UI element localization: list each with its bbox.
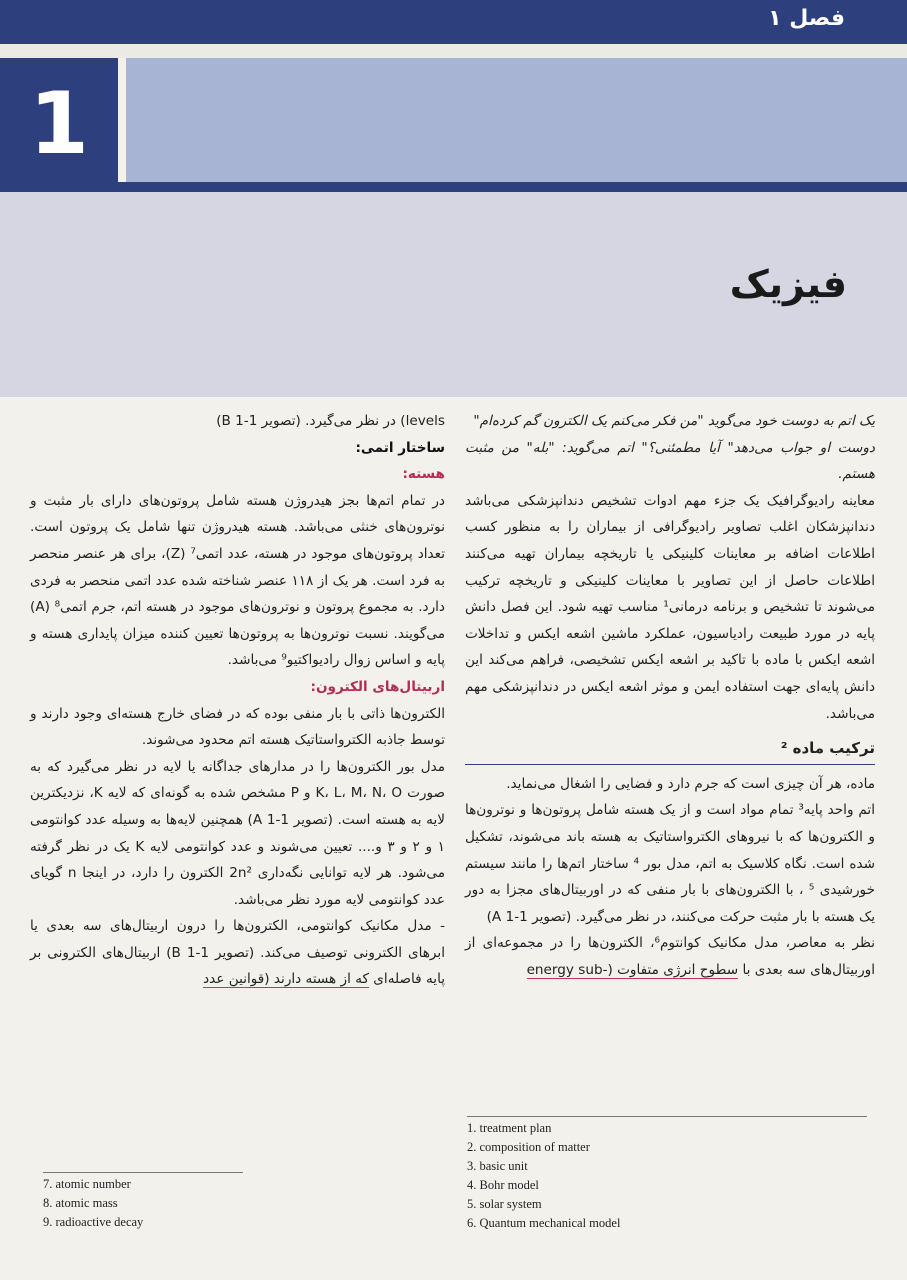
section-heading: ترکیب ماده ² (465, 735, 875, 765)
footnote-rule (43, 1172, 243, 1173)
header-band-dark (0, 182, 907, 192)
paragraph-quantum (465, 930, 875, 983)
header-gap (0, 44, 907, 58)
footnote: 3. basic unit (467, 1159, 528, 1173)
orbitals-paragraph-3-text: - مدل مکانیک کوانتومی، الکترون‌ها را درون اربیتال‌های سه بعدی یا ابرهای الکترونی توصیف می‌کند. (تصویر B ‎1-1) اربیتال‌های الکترونی بر پایه فاصله‌ای (30, 918, 445, 988)
atomic-structure-heading: ساختار اتمی: (355, 439, 445, 456)
quote-line-1: یک اتم به دوست خود می‌گوید "من فکر می‌کنم یک الکترون گم کرده‌ام" (473, 413, 875, 429)
orbitals-heading: اربیتال‌های الکترون: (310, 678, 445, 695)
orbitals-paragraph-3 (30, 913, 445, 993)
orbitals-paragraph-1: الکترون‌ها ذاتی با بار منفی بوده که در فضای خارج هسته‌ای وجود دارند و توسط جاذبه الکترواستاتیک هسته اتم محدود می‌شوند. (30, 705, 445, 749)
underlined-phrase: که از هسته دارند (قوانین عدد (203, 971, 369, 988)
footnote: 1. treatment plan (467, 1121, 552, 1135)
footnote: 7. atomic number (43, 1177, 131, 1191)
paragraph-atom: اتم واحد پایه³ تمام مواد است و از یک هسته شامل پروتون‌ها و نوترون‌ها و الکترون‌ها که با نیروهای الکترواستاتیک به هسته باند می‌شوند، تشکیل شده است. نگاه کلاسیک به اتم، مدل بور ⁴ ساختار اتم‌ها را مانند سیستم خورشیدی ⁵ ، با الکترون‌های با بار منفی که در اوربیتال‌های مجزا به دور یک هسته با بار مثبت حرکت می‌کنند، در نظر می‌گیرد. (تصویر A ‎1-1) (465, 802, 875, 925)
footnote: 4. Bohr model (467, 1178, 539, 1192)
footnote: 6. Quantum mechanical model (467, 1216, 621, 1230)
footnote: 5. solar system (467, 1197, 542, 1211)
header-band-light (126, 58, 907, 182)
right-column (465, 408, 875, 983)
orbitals-paragraph-2: مدل بور الکترون‌ها را در مدارهای جداگانه یا لایه در نظر می‌گیرد که به صورت K، L، M، N، O و P مشخص شده به گونه‌ای که لایه K، نزدیکترین لایه به هسته است. (تصویر A ‎1-1) همچنین لایه‌ها به وسیله عدد کوانتومی ۱ و ۲ و ۳ و.... تعیین می‌شوند و عدد کوانتومی لایه K یک در نظر گرفته می‌شود. هر لایه توانایی نگه‌داری 2n² الکترون را دارد، در اینجا n گویای عدد کوانتومی لایه مورد نظر می‌باشد. (30, 758, 446, 908)
footnote: 9. radioactive decay (43, 1215, 144, 1229)
footnote: 8. atomic mass (43, 1196, 118, 1210)
nucleus-heading: هسته: (402, 466, 445, 483)
footnote: 2. composition of matter (467, 1140, 590, 1154)
paragraph-matter: ماده، هر آن چیزی است که جرم دارد و فضایی را اشغال می‌نماید. (506, 775, 875, 792)
chapter-number: 1 (0, 58, 118, 190)
page-title: فیزیک (729, 262, 847, 306)
underlined-phrase: سطوح انرژی متفاوت (-energy sub (526, 961, 739, 978)
footnotes-left (43, 1175, 343, 1232)
footnotes-right (467, 1116, 867, 1233)
continuation-line: levels) در نظر می‌گیرد. (تصویر B ‎1-1) (216, 413, 445, 429)
header-bar (0, 0, 907, 44)
intro-paragraph: معاینه رادیوگرافیک یک جزء مهم ادوات تشخیص دندانپزشکی می‌باشد دندانپزشکان اغلب تصاویر رادیوگرافی از بیماران را به منظور کسب اطلاعات اضافه بر معاینات کلینیکی یا تاریخچه بیماران تهیه می‌کنند اطلاعات حاصل از این تصاویر با معاینات کلینیکی و تاریخچه ترکیب می‌شوند تا تشخیص و برنامه درمانی¹ مناسب تهیه شود. این فصل دانش پایه در مورد طبیعت رادیاسیون، عملکرد ماشین اشعه ایکس و تداخلات اشعه ایکس با ماده با تاکید بر اشعه ایکس تشخیصی، فراهم می‌کند این دانش پایه‌ای جهت استفاده ایمن و موثر اشعه ایکس در دندانپزشکی مهم می‌باشد. (465, 492, 875, 722)
chapter-label: فصل ۱ (768, 6, 845, 31)
paragraph-quantum-text: نظر به معاصر، مدل مکانیک کوانتوم⁶، الکترون‌ها را در مجموعه‌ای از اوربیتال‌های سه بعدی با (465, 935, 875, 978)
quote-line-2: دوست او جواب می‌دهد" آیا مطمئنی؟" اتم می‌گوید: "بله" من مثبت هستم. (465, 439, 875, 483)
nucleus-paragraph: در تمام اتم‌ها بجز هیدروژن هسته شامل پروتون‌های دارای بار مثبت و نوترون‌های خنثی می‌باشد. هسته هیدروژن تنها شامل یک پروتون است. تعداد پروتون‌های موجود در هسته، عدد اتمی⁷ (Z)، برای هر عنصر منحصر به فرد است. هر یک از ۱۱۸ عنصر شناخته شده عدد اتمی منحصر به فردی دارد. به مجموع پروتون و نوترون‌های موجود در هسته اتم، جرم اتمی⁸ (A) می‌گویند. نسبت نوترون‌ها به پروتون‌ها تعیین کننده میزان پایداری هسته و پایه و اساس زوال رادیواکتیو⁹ می‌باشد. (30, 492, 446, 669)
left-column (30, 408, 445, 993)
